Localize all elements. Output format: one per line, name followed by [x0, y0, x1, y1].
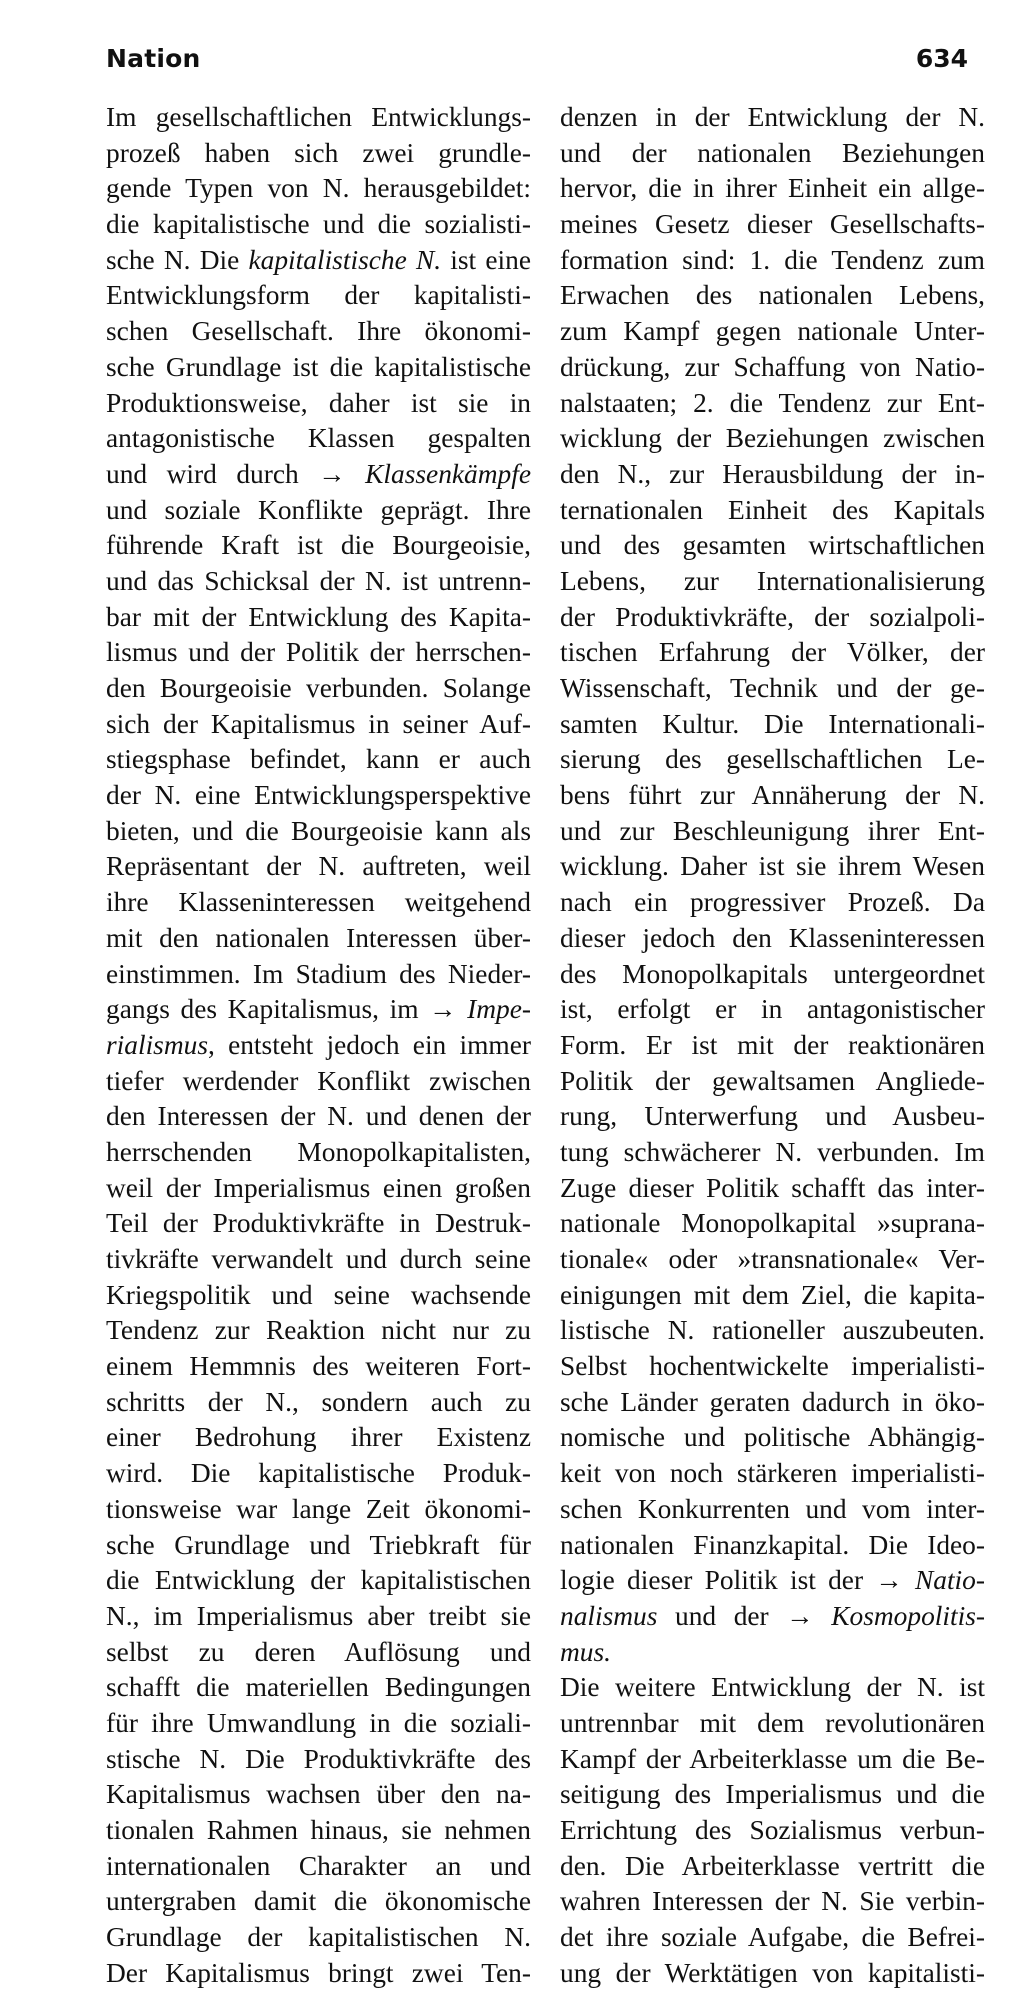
text-line: [560, 635, 985, 671]
text-run: lismus und der Politik der herrschen-: [106, 637, 531, 668]
text-line: [560, 1099, 985, 1135]
text-line: [560, 849, 985, 885]
text-line: [560, 1278, 985, 1314]
text-run: schafft die materiellen Bedingungen: [106, 1672, 531, 1703]
text-run: nach ein progressiver Prozeß. Da: [560, 887, 985, 918]
text-line: [560, 957, 985, 993]
text-run: tionsweise war lange Zeit ökonomi-: [106, 1493, 531, 1524]
text-line: [560, 742, 985, 778]
text-run: die Entwicklung der kapitalistischen: [106, 1565, 531, 1596]
text-line: [560, 1920, 985, 1956]
text-line: [560, 1206, 985, 1242]
text-run: bar mit der Entwicklung des Kapita-: [106, 601, 531, 632]
text-run: schen Konkurrenten und vom inter-: [560, 1493, 985, 1524]
text-line: [106, 1599, 531, 1635]
text-run: nationale Monopolkapital »suprana-: [560, 1208, 985, 1239]
text-line: [106, 278, 531, 314]
text-run: Repräsentant der N. auftreten, weil: [106, 851, 531, 882]
text-run: sche N. Die: [106, 244, 249, 275]
text-run: einem Hemmnis des weiteren Fort-: [106, 1351, 531, 1382]
text-line: [106, 1884, 531, 1920]
text-line: [560, 707, 985, 743]
text-line: [560, 1028, 985, 1064]
italic-term: Natio-: [914, 1565, 985, 1596]
text-run: det ihre soziale Aufgabe, die Befrei-: [560, 1922, 985, 1953]
text-line: [106, 1064, 531, 1100]
text-line: [560, 671, 985, 707]
page-header: [106, 44, 968, 84]
text-line: [106, 457, 531, 493]
text-line: [106, 207, 531, 243]
text-run: und das Schicksal der N. ist untrenn-: [106, 565, 531, 596]
text-run: den N., zur Herausbildung der in-: [560, 458, 985, 489]
text-line: [106, 778, 531, 814]
text-line: [560, 457, 985, 493]
text-line: [106, 1742, 531, 1778]
text-line: [106, 1242, 531, 1278]
text-run: Selbst hochentwickelte imperialisti-: [560, 1351, 985, 1382]
text-run: ist eine: [441, 244, 531, 275]
text-line: [560, 1849, 985, 1885]
text-run: tionalen Rahmen hinaus, sie nehmen: [106, 1815, 531, 1845]
text-line: [106, 564, 531, 600]
text-run: den Bourgeoisie verbunden. Solange: [106, 673, 531, 703]
text-line: [560, 1884, 985, 1920]
text-run: hervor, die in ihrer Einheit ein allge-: [560, 173, 985, 204]
text-run: Produktionsweise, daher ist sie in: [106, 387, 531, 418]
text-line: [560, 1064, 985, 1100]
text-run: wird. Die kapitalistische Produk-: [106, 1458, 531, 1489]
text-run: seitigung des Imperialismus und die: [560, 1779, 985, 1810]
text-run: Im gesellschaftlichen Entwicklungs-: [106, 102, 531, 132]
text-line: [560, 1242, 985, 1278]
text-line: [106, 814, 531, 850]
text-line: [560, 778, 985, 814]
text-run: nalstaaten; 2. die Tendenz zur Ent-: [560, 387, 985, 418]
text-run: des Monopolkapitals untergeordnet: [560, 958, 985, 989]
text-line: [106, 1849, 531, 1885]
text-line: [106, 528, 531, 564]
text-run: wicklung. Daher ist sie ihrem Wesen: [560, 851, 985, 882]
text-line: [106, 1635, 531, 1671]
text-run: einigungen mit dem Ziel, die kapita-: [560, 1279, 985, 1310]
text-run: tionale« oder »transnationale« Ver-: [560, 1244, 985, 1274]
text-line: [106, 1099, 531, 1135]
text-line: [560, 1670, 985, 1706]
text-run: Form. Er ist mit der reaktionären: [560, 1029, 985, 1060]
text-line: [560, 600, 985, 636]
text-run: tischen Erfahrung der Völker, der: [560, 637, 985, 668]
text-line: [560, 314, 985, 350]
text-run: Kapitalismus wachsen über den na-: [106, 1779, 531, 1810]
text-run: wahren Interessen der N. Sie verbin-: [560, 1886, 985, 1917]
text-line: [560, 921, 985, 957]
text-run: führende Kraft ist die Bourgeoisie,: [106, 530, 531, 561]
text-line: [560, 528, 985, 564]
text-run: gangs des Kapitalismus, im →: [106, 994, 468, 1025]
text-run: Zuge dieser Politik schafft das inter-: [560, 1172, 985, 1203]
text-run: Entwicklungsform der kapitalisti-: [106, 280, 531, 311]
text-line: [560, 171, 985, 207]
text-run: Teil der Produktivkräfte in Destruk-: [106, 1208, 531, 1239]
text-line: [560, 1563, 985, 1599]
text-line: [560, 1171, 985, 1207]
text-run: internationalen Charakter an und: [106, 1850, 531, 1881]
text-line: [106, 1813, 531, 1849]
text-run: keit von noch stärkeren imperialisti-: [560, 1458, 985, 1489]
text-line: [106, 1171, 531, 1207]
text-line: [106, 707, 531, 743]
text-run: untrennbar mit dem revolutionären: [560, 1707, 985, 1738]
text-column-left: [106, 100, 531, 1991]
text-run: und zur Beschleunigung ihrer Ent-: [560, 815, 985, 846]
text-run: und der nationalen Beziehungen: [560, 137, 985, 168]
text-line: [106, 350, 531, 386]
text-run: ung der Werktätigen von kapitalisti-: [560, 1957, 985, 1988]
text-run: selbst zu deren Auflösung und: [106, 1636, 531, 1667]
text-run: gende Typen von N. herausgebildet:: [106, 173, 531, 204]
text-line: [106, 742, 531, 778]
text-line: [560, 1528, 985, 1564]
italic-term: nalismus: [560, 1600, 658, 1631]
text-run: Die weitere Entwicklung der N. ist: [560, 1672, 985, 1703]
text-line: [560, 1813, 985, 1849]
italic-term: rialismus: [106, 1029, 208, 1060]
text-line: [560, 1777, 985, 1813]
text-run: N., im Imperialismus aber treibt sie: [106, 1600, 531, 1631]
text-line: [560, 1742, 985, 1778]
text-line: [106, 421, 531, 457]
text-line: [560, 421, 985, 457]
text-line: [560, 207, 985, 243]
text-line: [106, 243, 531, 279]
text-run: Errichtung des Sozialismus verbun-: [560, 1815, 985, 1845]
text-line: [560, 136, 985, 172]
text-run: die kapitalistische und die sozialisti-: [106, 209, 531, 240]
text-run: zum Kampf gegen nationale Unter-: [560, 316, 985, 347]
text-line: [106, 1706, 531, 1742]
text-run: und wird durch →: [106, 458, 366, 489]
text-line: [106, 635, 531, 671]
text-line: [560, 100, 985, 136]
text-line: [560, 1313, 985, 1349]
text-run: einer Bedrohung ihrer Existenz: [106, 1422, 531, 1453]
text-run: drückung, zur Schaffung von Natio-: [560, 351, 985, 382]
text-line: [106, 849, 531, 885]
text-run: wicklung der Beziehungen zwischen: [560, 423, 985, 454]
text-line: [106, 493, 531, 529]
text-run: mit den nationalen Interessen über-: [106, 922, 531, 953]
text-line: [106, 171, 531, 207]
text-run: Erwachen des nationalen Lebens,: [560, 280, 985, 311]
text-run: Politik der gewaltsamen Angliede-: [560, 1065, 985, 1096]
text-line: [560, 1635, 985, 1671]
text-run: untergraben damit die ökonomische: [106, 1886, 531, 1917]
text-line: [106, 957, 531, 993]
text-line: [106, 671, 531, 707]
text-line: [106, 1313, 531, 1349]
text-line: [106, 1777, 531, 1813]
text-run: formation sind: 1. die Tendenz zum: [560, 244, 985, 275]
text-line: [106, 1920, 531, 1956]
text-run: dieser jedoch den Klasseninteressen: [560, 922, 985, 953]
text-run: Kampf der Arbeiterklasse um die Be-: [560, 1743, 985, 1774]
text-line: [106, 992, 531, 1028]
text-run: Kriegspolitik und seine wachsende: [106, 1279, 531, 1310]
text-line: [106, 1670, 531, 1706]
text-run: ist, erfolgt er in antagonistischer: [560, 994, 985, 1025]
text-run: weil der Imperialismus einen großen: [106, 1172, 531, 1203]
text-run: bieten, und die Bourgeoisie kann als: [106, 815, 531, 846]
text-run: schen Gesellschaft. Ihre ökonomi-: [106, 316, 531, 347]
text-line: [560, 1135, 985, 1171]
text-run: tung schwächerer N. verbunden. Im: [560, 1136, 985, 1167]
text-line: [106, 1028, 531, 1064]
text-line: [106, 1456, 531, 1492]
text-line: [560, 564, 985, 600]
text-run: prozeß haben sich zwei grundle-: [106, 137, 531, 168]
text-line: [560, 1456, 985, 1492]
text-run: den. Die Arbeiterklasse vertritt die: [560, 1850, 985, 1881]
text-run: ihre Klasseninteressen weitgehend: [106, 887, 531, 918]
text-line: [106, 100, 531, 136]
text-line: [106, 1278, 531, 1314]
running-head: Nation: [106, 44, 201, 73]
text-run: der Produktivkräfte, der sozialpoli-: [560, 601, 985, 632]
text-line: [560, 1385, 985, 1421]
text-line: [106, 136, 531, 172]
text-run: sierung des gesellschaftlichen Le-: [560, 744, 985, 775]
text-run: sche Grundlage und Triebkraft für: [106, 1529, 531, 1560]
text-run: den Interessen der N. und denen der: [106, 1101, 531, 1132]
text-run: einstimmen. Im Stadium des Nieder-: [106, 958, 531, 989]
text-line: [106, 1492, 531, 1528]
text-run: meines Gesetz dieser Gesellschafts-: [560, 209, 985, 240]
text-line: [560, 243, 985, 279]
text-run: rung, Unterwerfung und Ausbeu-: [560, 1101, 985, 1132]
italic-term: kapitalistische N.: [248, 244, 442, 275]
text-run: , entsteht jedoch ein immer: [207, 1029, 531, 1060]
text-line: [560, 1349, 985, 1385]
text-run: und soziale Konflikte geprägt. Ihre: [106, 494, 531, 525]
text-run: der N. eine Entwicklungsperspektive: [106, 780, 531, 811]
text-run: herrschenden Monopolkapitalisten,: [106, 1136, 531, 1167]
text-line: [560, 1706, 985, 1742]
text-line: [106, 1385, 531, 1421]
text-line: [560, 1599, 985, 1635]
text-column-right: [560, 100, 985, 1991]
text-line: [106, 1349, 531, 1385]
text-line: [106, 314, 531, 350]
text-run: Der Kapitalismus bringt zwei Ten-: [106, 1957, 531, 1988]
text-line: [560, 278, 985, 314]
text-line: [560, 350, 985, 386]
text-run: samten Kultur. Die Internationali-: [560, 708, 985, 739]
text-run: logie dieser Politik ist der →: [560, 1565, 915, 1596]
text-run: ternationalen Einheit des Kapitals: [560, 494, 985, 525]
text-line: [106, 386, 531, 422]
italic-term: mus.: [560, 1636, 611, 1667]
text-line: [106, 1528, 531, 1564]
text-line: [106, 600, 531, 636]
text-run: nationalen Finanzkapital. Die Ideo-: [560, 1529, 985, 1560]
text-line: [106, 921, 531, 957]
text-run: für ihre Umwandlung in die soziali-: [106, 1707, 531, 1738]
text-run: bens führt zur Annäherung der N.: [560, 780, 985, 811]
text-line: [560, 493, 985, 529]
text-run: Wissenschaft, Technik und der ge-: [560, 673, 985, 703]
text-run: tiefer werdender Konflikt zwischen: [106, 1065, 531, 1096]
text-line: [560, 1492, 985, 1528]
text-run: Grundlage der kapitalistischen N.: [106, 1922, 531, 1953]
text-line: [560, 814, 985, 850]
text-run: und der →: [657, 1600, 832, 1631]
text-line: [106, 1420, 531, 1456]
text-run: denzen in der Entwicklung der N.: [560, 102, 985, 132]
text-line: [560, 885, 985, 921]
text-line: [106, 1135, 531, 1171]
text-run: stische N. Die Produktivkräfte des: [106, 1743, 531, 1774]
text-line: [560, 1956, 985, 1991]
text-run: Lebens, zur Internationalisierung: [560, 565, 985, 596]
text-line: [560, 386, 985, 422]
italic-term: Impe-: [467, 994, 531, 1025]
page-number: 634: [915, 44, 968, 73]
italic-term: Kosmopolitis-: [831, 1600, 985, 1631]
text-line: [106, 1956, 531, 1991]
text-line: [106, 1206, 531, 1242]
text-run: und des gesamten wirtschaftlichen: [560, 530, 985, 561]
text-run: tivkräfte verwandelt und durch seine: [106, 1244, 531, 1274]
text-run: listische N. rationeller auszubeuten.: [560, 1315, 985, 1346]
text-line: [560, 1420, 985, 1456]
text-run: sche Länder geraten dadurch in öko-: [560, 1386, 985, 1417]
text-run: schritts der N., sondern auch zu: [106, 1386, 531, 1417]
text-run: sche Grundlage ist die kapitalistische: [106, 351, 531, 382]
text-run: stiegsphase befindet, kann er auch: [106, 744, 531, 775]
text-run: nomische und politische Abhängig-: [560, 1422, 985, 1453]
text-run: antagonistische Klassen gespalten: [106, 423, 531, 454]
text-run: Tendenz zur Reaktion nicht nur zu: [106, 1315, 531, 1346]
text-line: [560, 992, 985, 1028]
text-run: sich der Kapitalismus in seiner Auf-: [106, 708, 531, 739]
text-line: [106, 1563, 531, 1599]
italic-term: Klassenkämpfe: [365, 458, 531, 489]
text-line: [106, 885, 531, 921]
